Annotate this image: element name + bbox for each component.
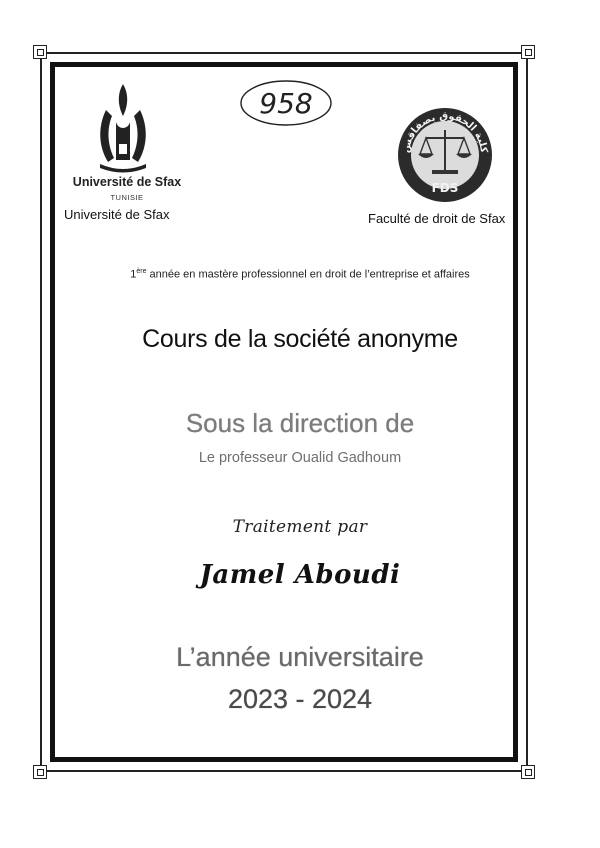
program-year-ordinal: 1 <box>130 268 137 281</box>
frame-corner-ornament <box>33 45 47 59</box>
program-year-ordinal-suffix: ère <box>136 268 147 275</box>
university-logo <box>92 82 154 174</box>
handwritten-number: 958 <box>259 87 313 120</box>
frame-corner-ornament <box>521 45 535 59</box>
university-logo-text: Université de Sfax <box>72 175 182 189</box>
faculty-seal-text: كلية الحقوق بصفاقس <box>400 110 490 154</box>
academic-year-label: L’année universitaire <box>176 642 424 672</box>
program-subtitle <box>60 268 540 281</box>
faculty-seal-abbr: FDS <box>431 181 459 195</box>
program-text: année en mastère professionnel en droit de l’entreprise et affaires <box>146 268 470 281</box>
academic-year-value: 2023 - 2024 <box>227 684 373 714</box>
faculty-name: Faculté de droit de Sfax <box>368 211 506 226</box>
course-title: Cours de la société anonyme <box>142 325 458 353</box>
direction-label: Sous la direction de <box>185 408 415 438</box>
treatment-label: Traitement par <box>232 517 368 537</box>
university-name: Université de Sfax <box>64 207 170 222</box>
university-logo-country: TUNISIE <box>110 193 144 202</box>
frame-corner-ornament <box>521 765 535 779</box>
handwritten-number-stamp <box>236 77 336 131</box>
author-name: Jamel Aboudi <box>199 560 401 590</box>
frame-corner-ornament <box>33 765 47 779</box>
faculty-seal-logo <box>396 106 494 204</box>
professor-name: Le professeur Oualid Gadhoum <box>198 450 402 466</box>
